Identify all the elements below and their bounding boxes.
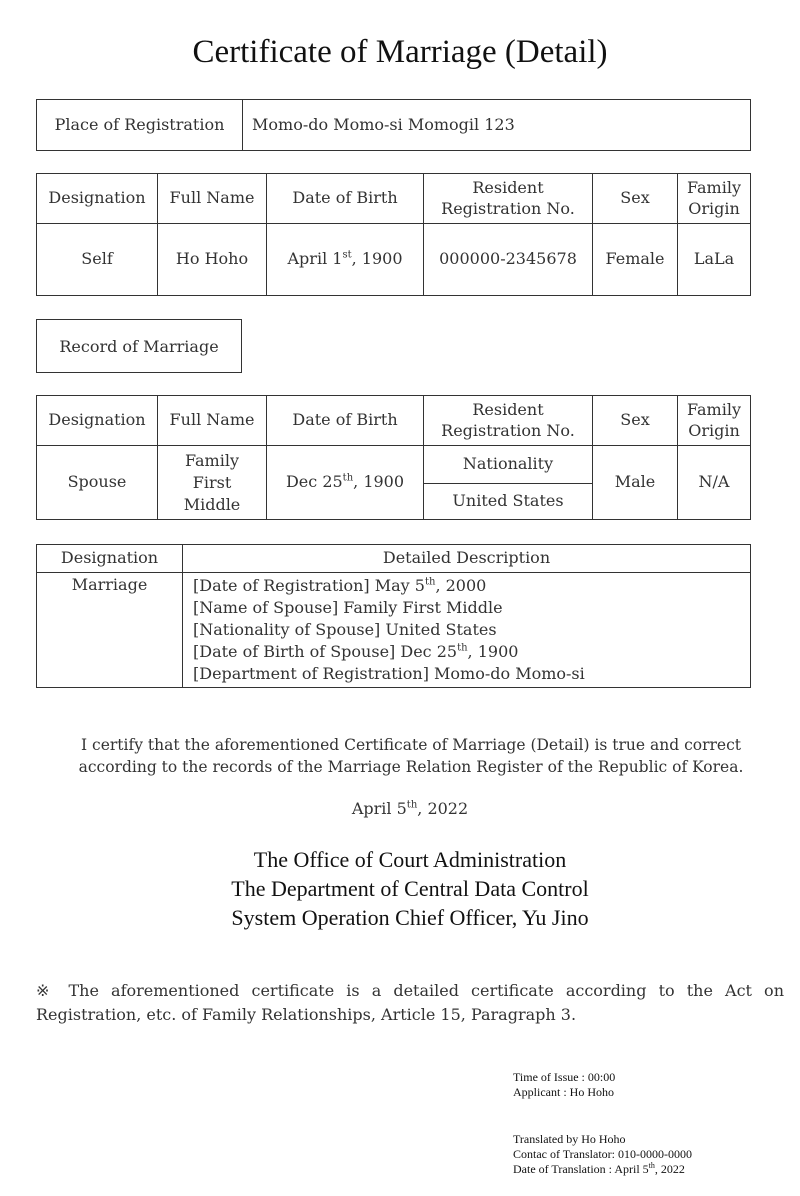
translator-contact: Contac of Translator: 010-0000-0000: [513, 1147, 692, 1161]
header-full-name: Full Name: [158, 396, 267, 446]
office-line-3: System Operation Chief Officer, Yu Jino: [231, 905, 589, 930]
details-header-description: Detailed Description: [183, 545, 751, 573]
spouse-designation: Spouse: [37, 446, 158, 520]
translation-info: [513, 1132, 692, 1177]
translation-date: Date of Translation : April 5th, 2022: [513, 1161, 685, 1176]
self-resident-no: 000000-2345678: [424, 224, 593, 296]
header-date-of-birth: Date of Birth: [267, 174, 424, 224]
legal-note: ※ The aforementioned certificate is a detailed certificate according to the Act on Registration, etc. of Family Relationships, Article 15, Paragraph 3.: [36, 981, 784, 1024]
spouse-date-of-birth: Dec 25th, 1900: [267, 446, 424, 520]
spouse-sex: Male: [593, 446, 678, 520]
details-designation: Marriage: [37, 573, 183, 688]
header-family-origin: Family Origin: [678, 396, 751, 446]
issue-info: [513, 1070, 615, 1100]
detail-line-spouse-nationality: [Nationality of Spouse] United States: [193, 620, 497, 639]
details-description: [183, 573, 751, 688]
header-designation: Designation: [37, 174, 158, 224]
self-table: [36, 173, 751, 296]
spouse-table: [36, 395, 751, 520]
spouse-family-origin: N/A: [678, 446, 751, 520]
certification-statement: I certify that the aforementioned Certificate of Marriage (Detail) is true and correct according to the records of the Marriage Relation Register of the Republic of Korea.: [78, 736, 744, 776]
self-date-of-birth: April 1st, 1900: [267, 224, 424, 296]
header-sex: Sex: [593, 396, 678, 446]
translated-by: Translated by Ho Hoho: [513, 1132, 626, 1146]
header-date-of-birth: Date of Birth: [267, 396, 424, 446]
self-family-origin: LaLa: [678, 224, 751, 296]
header-resident-registration: Resident Registration No.: [424, 396, 593, 446]
registration-label: Place of Registration: [37, 100, 243, 151]
detail-line-registration-date: [Date of Registration] May 5th, 2000: [193, 576, 487, 595]
issue-applicant: Applicant : Ho Hoho: [513, 1085, 614, 1099]
self-full-name: Ho Hoho: [158, 224, 267, 296]
details-header-designation: Designation: [37, 545, 183, 573]
self-sex: Female: [593, 224, 678, 296]
detail-line-department: [Department of Registration] Momo-do Momo-si: [193, 664, 585, 683]
office-line-2: The Department of Central Data Control: [231, 876, 589, 901]
document-title: Certificate of Marriage (Detail): [192, 34, 608, 70]
header-sex: Sex: [593, 174, 678, 224]
registration-table: [36, 99, 751, 151]
detail-line-spouse-dob: [Date of Birth of Spouse] Dec 25th, 1900: [193, 642, 519, 661]
header-resident-registration: Resident Registration No.: [424, 174, 593, 224]
spouse-nationality-label: Nationality: [424, 446, 593, 484]
header-full-name: Full Name: [158, 174, 267, 224]
certification-date: April 5th, 2022: [351, 799, 469, 818]
registration-value: Momo-do Momo-si Momogil 123: [243, 100, 751, 151]
header-family-origin: Family Origin: [678, 174, 751, 224]
issue-time: Time of Issue : 00:00: [513, 1070, 616, 1084]
issuing-office: [0, 845, 800, 932]
record-of-marriage-label: Record of Marriage: [36, 319, 242, 373]
spouse-full-name: Family First Middle: [158, 446, 267, 520]
self-designation: Self: [37, 224, 158, 296]
details-table: [36, 544, 751, 688]
detail-line-spouse-name: [Name of Spouse] Family First Middle: [193, 598, 503, 617]
spouse-nationality-value: United States: [424, 484, 593, 520]
header-designation: Designation: [37, 396, 158, 446]
office-line-1: The Office of Court Administration: [253, 847, 567, 872]
